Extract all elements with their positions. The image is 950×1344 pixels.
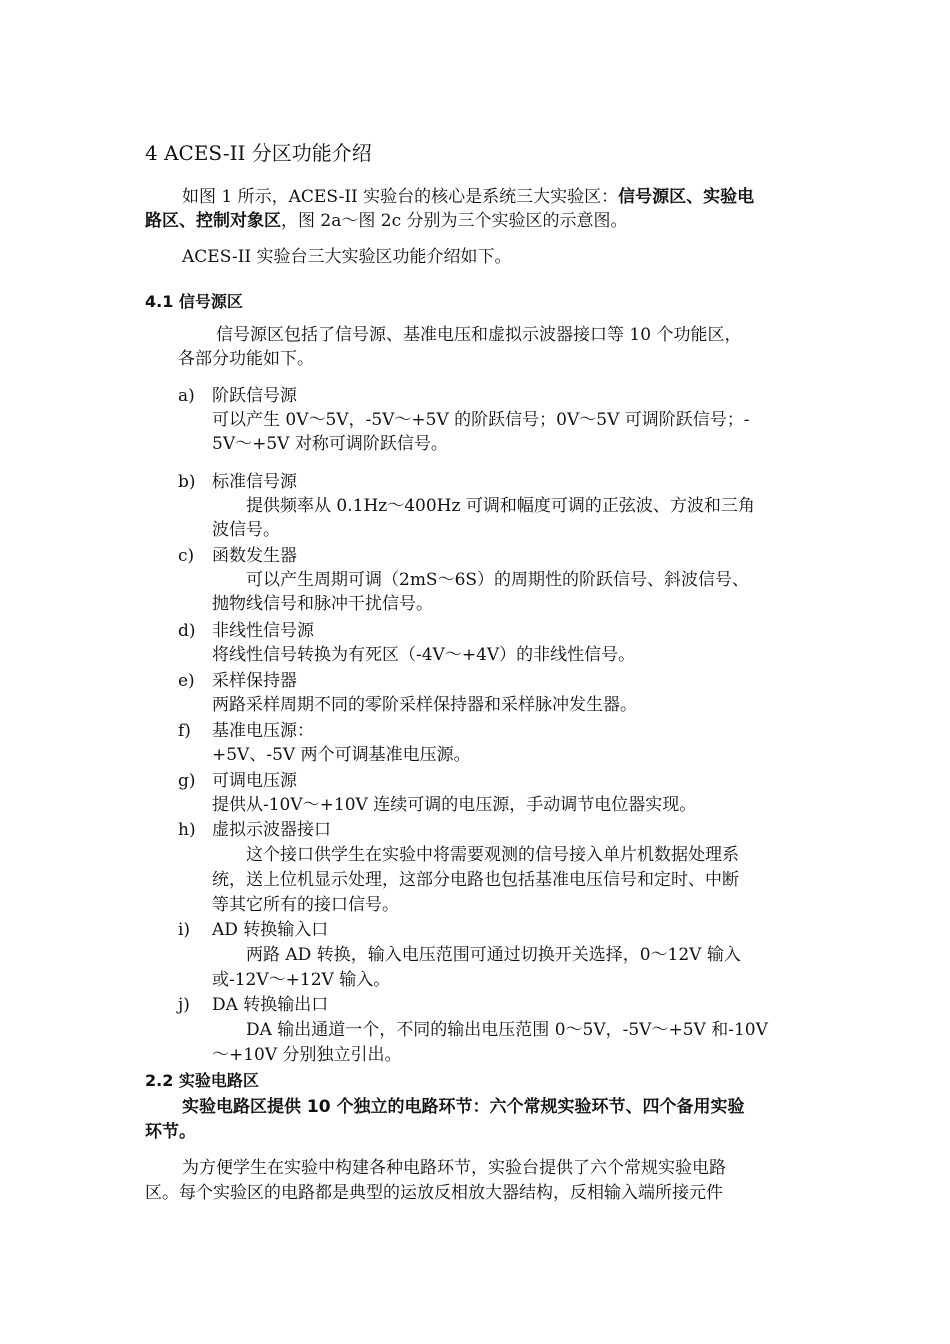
list-item-desc: 5V～+5V 对称可调阶跃信号。 <box>212 434 448 454</box>
section-2-2-paragraph-line-2: 区。每个实验区的电路都是典型的运放反相放大器结构，反相输入端所接元件 <box>145 1183 723 1203</box>
list-item-desc: 将线性信号转换为有死区（-4V～+4V）的非线性信号。 <box>212 645 636 665</box>
list-item-desc: 波信号。 <box>212 520 280 540</box>
intro-paragraph-line-2 <box>145 209 628 233</box>
list-item-desc: 可以产生 0V～5V，-5V～+5V 的阶跃信号；0V～5V 可调阶跃信号；- <box>212 410 750 430</box>
list-item-desc: 抛物线信号和脉冲干扰信号。 <box>212 594 433 614</box>
list-item-title: 可调电压源 <box>212 771 297 791</box>
section-4-1-intro-line-2: 各部分功能如下。 <box>178 349 314 369</box>
list-item-title: 非线性信号源 <box>212 621 314 641</box>
list-item-desc: 统，送上位机显示处理，这部分电路也包括基准电压信号和定时、中断 <box>212 870 739 890</box>
list-item-desc: 提供频率从 0.1Hz～400Hz 可调和幅度可调的正弦波、方波和三角 <box>246 496 755 516</box>
intro-bold-text: 信号源区、实验电 <box>618 187 755 207</box>
list-item-desc: 两路采样周期不同的零阶采样保持器和采样脉冲发生器。 <box>212 695 637 715</box>
list-item-desc: +5V、-5V 两个可调基准电压源。 <box>212 745 471 765</box>
list-item-desc: 这个接口供学生在实验中将需要观测的信号接入单片机数据处理系 <box>246 845 739 865</box>
list-item-label: h) <box>178 820 196 840</box>
list-item-desc: ～+10V 分别独立引出。 <box>212 1045 402 1065</box>
list-item-desc: DA 输出通道一个，不同的输出电压范围 0～5V，-5V～+5V 和-10V <box>246 1020 768 1040</box>
list-item-desc: 提供从-10V～+10V 连续可调的电压源，手动调节电位器实现。 <box>212 795 697 815</box>
section-2-2-bold-line-1: 实验电路区提供 10 个独立的电路环节：六个常规实验环节、四个备用实验 <box>182 1097 745 1117</box>
list-item-title: 阶跃信号源 <box>212 386 297 406</box>
section-heading-4-1: 4.1 信号源区 <box>145 292 243 311</box>
list-item-desc: 或-12V～+12V 输入。 <box>212 970 391 990</box>
list-item-label: f) <box>178 721 191 741</box>
list-item-label: a) <box>178 386 195 406</box>
list-item-label: j) <box>178 995 190 1015</box>
list-item-desc: 可以产生周期可调（2mS～6S）的周期性的阶跃信号、斜波信号、 <box>246 570 750 590</box>
section-4-1-intro-line-1: 信号源区包括了信号源、基准电压和虚拟示波器接口等 10 个功能区， <box>216 325 742 345</box>
list-item-desc: 等其它所有的接口信号。 <box>212 895 399 915</box>
intro-text: 如图 1 所示，ACES-II 实验台的核心是系统三大实验区： <box>182 187 619 207</box>
section-2-2-paragraph-line-1: 为方便学生在实验中构建各种电路环节，实验台提供了六个常规实验电路 <box>182 1158 726 1178</box>
list-item-label: c) <box>178 546 195 566</box>
list-item-title: 虚拟示波器接口 <box>212 820 331 840</box>
list-item-label: d) <box>178 621 196 641</box>
list-item-title: DA 转换输出口 <box>212 995 329 1015</box>
section-heading-2-2: 2.2 实验电路区 <box>145 1071 259 1090</box>
intro-text: ，图 2a～图 2c 分别为三个实验区的示意图。 <box>281 211 628 231</box>
list-item-title: AD 转换输入口 <box>212 920 329 940</box>
list-item-label: b) <box>178 472 196 492</box>
page-title: 4 ACES-II 分区功能介绍 <box>145 141 372 165</box>
list-item-title: 函数发生器 <box>212 546 297 566</box>
list-item-desc: 两路 AD 转换，输入电压范围可通过切换开关选择，0～12V 输入 <box>246 945 741 965</box>
list-item-title: 采样保持器 <box>212 671 297 691</box>
list-item-title: 基准电压源： <box>212 721 314 741</box>
intro-paragraph-line-1 <box>182 185 754 209</box>
intro-paragraph-2: ACES-II 实验台三大实验区功能介绍如下。 <box>182 247 512 267</box>
list-item-label: i) <box>178 920 191 940</box>
list-item-label: e) <box>178 671 195 691</box>
section-2-2-bold-line-2: 环节。 <box>145 1122 196 1142</box>
list-item-title: 标准信号源 <box>212 472 297 492</box>
list-item-label: g) <box>178 771 196 791</box>
intro-bold-text: 路区、控制对象区 <box>145 211 281 231</box>
